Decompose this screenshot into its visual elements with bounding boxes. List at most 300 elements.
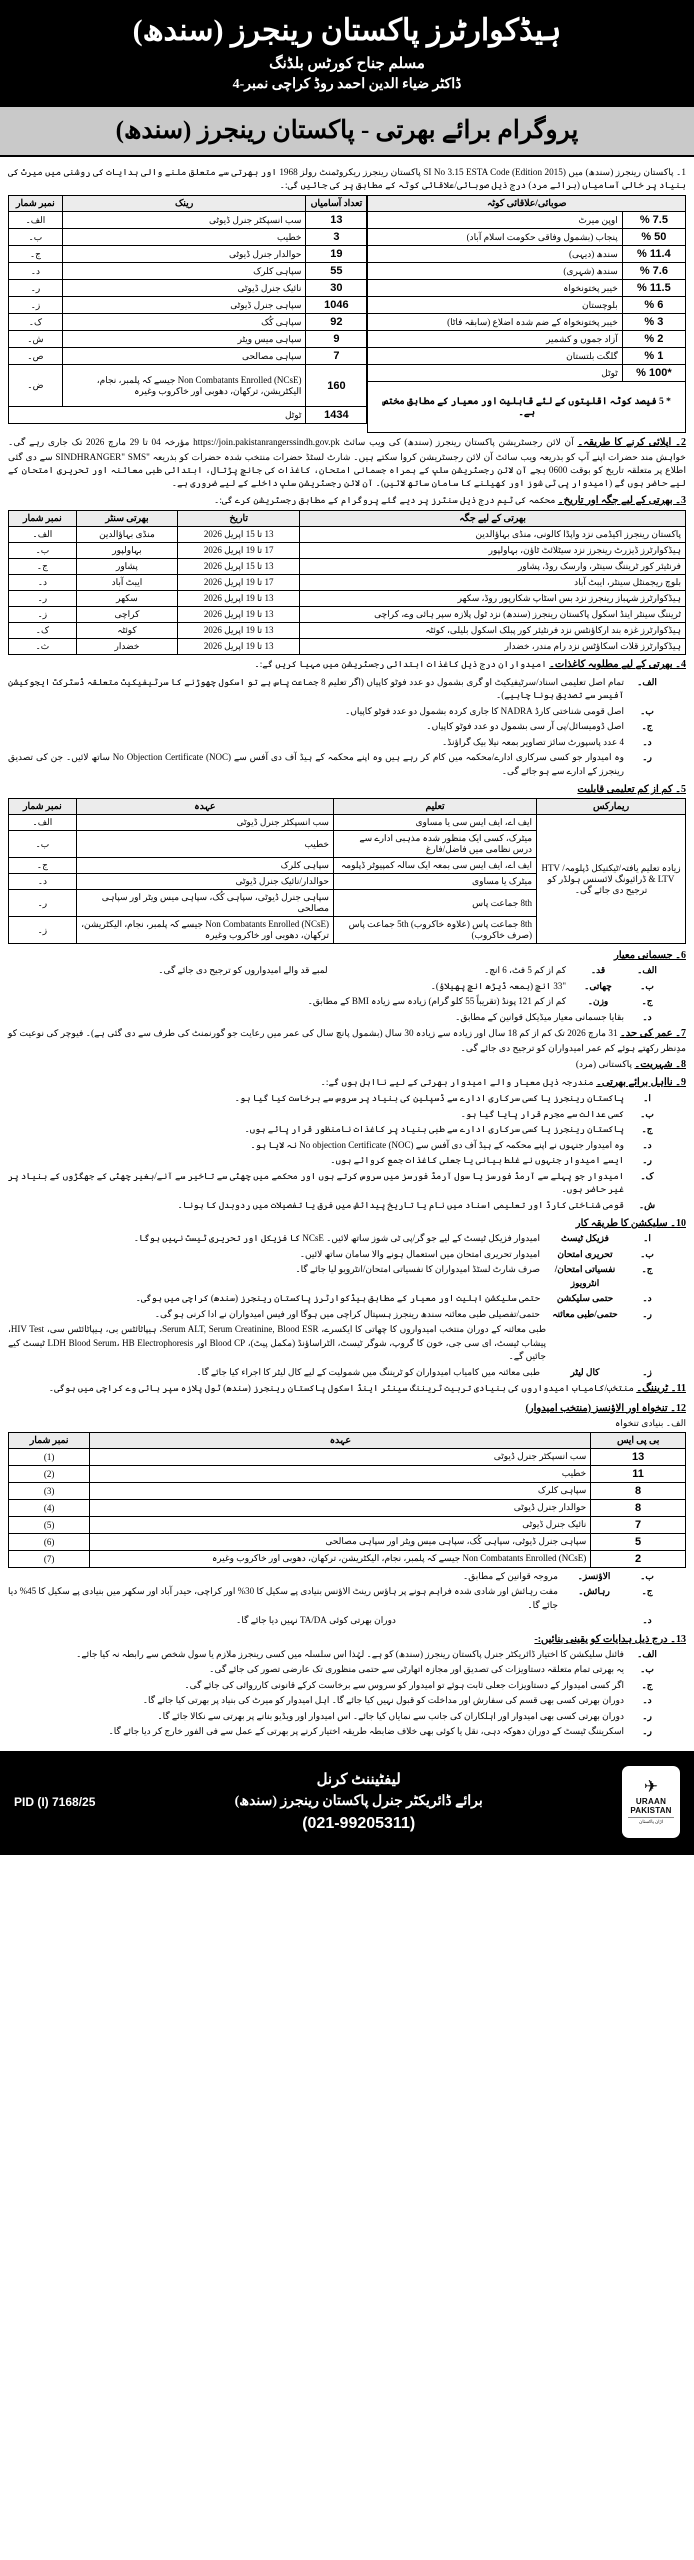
list-item bbox=[8, 1170, 664, 1197]
section-8-heading: 8۔ شہریت۔ bbox=[634, 1059, 686, 1071]
item-label: رہائش۔ bbox=[578, 1586, 610, 1597]
vacancy-serial: ز۔ bbox=[9, 297, 63, 314]
table-row bbox=[9, 331, 367, 348]
medical-tests-text: طبی معائنہ کے دوران منتخب امیدواروں کا چھاتی کا ایکسرے، Serum ALT, Serum Creatinine, Blood ESR، ہیپاٹائٹس بی، ہیپاٹائٹس سی، HIV Test، پیشاب ٹیسٹ، ای سی جی، خون کا گروپ، شوگر ٹیسٹ، الٹراساؤنڈ (مکمل پیٹ)، Blood CP اور LDH Blood Serum، HB Electrophoresis ٹیسٹ کیے جائیں گے۔ bbox=[8, 1324, 546, 1362]
section-9-list bbox=[8, 1092, 686, 1212]
schedule-center: ایبٹ آباد bbox=[76, 575, 178, 591]
table-row bbox=[9, 591, 686, 607]
vacancy-serial: ب۔ bbox=[9, 229, 63, 246]
item-mark: ج۔ bbox=[641, 1124, 653, 1135]
quota-total-row bbox=[368, 365, 686, 382]
section-3-text: محکمہ کی ٹیم درج ذیل سنٹرز پر دیے گئے پروگرام کے مطابق رجسٹریشن کرے گی:۔ bbox=[213, 494, 556, 505]
table-row bbox=[9, 246, 367, 263]
table-row bbox=[9, 559, 686, 575]
list-item bbox=[8, 705, 664, 719]
vacancy-rank: سب انسپکٹر جنرل ڈیوٹی bbox=[62, 212, 306, 229]
item-mark: ب۔ bbox=[640, 1248, 654, 1259]
section-12-sub-a: الف۔ بنیادی تنخواہ bbox=[615, 1417, 686, 1428]
schedule-center: کوئٹہ bbox=[76, 623, 178, 639]
item-mark: ر۔ bbox=[642, 1155, 652, 1166]
schedule-venue: ہیڈکوارٹرز قلات اسکاؤٹس نزد رام مندر، خضدار bbox=[300, 639, 686, 655]
vacancy-serial: ص۔ bbox=[9, 348, 63, 365]
item-mark: د۔ bbox=[642, 736, 652, 747]
table-row bbox=[368, 229, 686, 246]
education-post: سپاہی جنرل ڈیوٹی، سپاہی کُک، سپاہی میس ویٹر اور سپاہی مصالحی bbox=[76, 890, 333, 917]
schedule-date: 13 تا 15 اپریل 2026 bbox=[178, 527, 300, 543]
table-row bbox=[9, 365, 367, 407]
pay-bps: 7 bbox=[591, 1516, 686, 1533]
item-text: ایسے امیدوار جنہوں نے غلط بیانی یا جعلی کاغذات جمع کروائے ہوں۔ bbox=[330, 1155, 624, 1166]
section-6-heading: 6۔ جسمانی معیار bbox=[614, 950, 686, 962]
education-value: میٹرک، کسی ایک منظور شدہ مذہبی ادارے سے درس نظامی میں فاضل/فارغ bbox=[333, 831, 536, 858]
vacancy-rank: سپاہی میس ویٹر bbox=[62, 331, 306, 348]
pay-serial: (2) bbox=[9, 1465, 90, 1482]
logo-line-2: PAKISTAN bbox=[630, 1806, 672, 1816]
vacancy-rank: خطیب bbox=[62, 229, 306, 246]
schedule-venue: ہیڈکوارٹرز غزہ بند ارکاؤنٹس نزد فرنٹیئر کور پبلک اسکول بلیلی، کوئٹہ bbox=[300, 623, 686, 639]
table-row bbox=[9, 212, 367, 229]
item-mark: ر۔ bbox=[642, 1710, 652, 1721]
item-mark: ا۔ bbox=[643, 1093, 651, 1104]
item-label: نفسیاتی امتحان/انٹرویوز bbox=[554, 1264, 616, 1288]
vacancy-count: 160 bbox=[306, 365, 367, 407]
pay-bps: 8 bbox=[591, 1482, 686, 1499]
list-item bbox=[8, 1108, 664, 1122]
section-12-heading: 12۔ تنخواہ اور الاؤنسز (منتخب امیدوار) bbox=[525, 1402, 686, 1414]
list-item bbox=[8, 1694, 664, 1708]
pay-bps: 5 bbox=[591, 1533, 686, 1550]
schedule-serial: ز۔ bbox=[9, 607, 77, 623]
list-item bbox=[8, 1011, 664, 1025]
quota-pct: 11.5 % bbox=[622, 280, 685, 297]
education-serial: ب۔ bbox=[9, 831, 77, 858]
col-center: بھرتی سنٹر bbox=[76, 511, 178, 527]
quota-pct: 50 % bbox=[622, 229, 685, 246]
schedule-serial: ر۔ bbox=[9, 591, 77, 607]
section-8-text: پاکستانی (مرد) bbox=[575, 1059, 633, 1070]
pay-serial: (5) bbox=[9, 1516, 90, 1533]
intro-paragraph: 1۔ پاکستان رینجرز (سندھ) میں SI No 3.15 ESTA Code (Edition 2015) پاکستان رینجرز ریکروٹمنٹ رولز 1968 اور بھرتی سے متعلق ملنے والی ہدایات کی روشنی میں میرٹ کی بنیاد پر خالی آسامیاں (برائے مرد) درج ذیل صوبائی/علاقائی کوٹہ کے مطابق پر کی جائیں گی:۔ bbox=[8, 166, 686, 190]
list-item bbox=[8, 1725, 664, 1739]
col-education: تعلیم bbox=[333, 799, 536, 815]
item-mark: ج۔ bbox=[641, 1264, 653, 1275]
item-value: "33 انچ (بمعہ ڈیڑھ انچ پھیلاؤ)۔ bbox=[430, 980, 566, 991]
signature-block bbox=[95, 1770, 622, 1833]
quota-region: خیبر پختونخواہ کے ضم شدہ اضلاع (سابقہ فاٹا) bbox=[368, 314, 622, 331]
education-serial: ر۔ bbox=[9, 890, 77, 917]
item-text: قومی شناختی کارڈ اور تعلیمی اسناد میں نام یا تاریخ پیدائش میں فرق یا تفصیلات میں ردوبدل کا ہونا۔ bbox=[177, 1199, 624, 1210]
list-item bbox=[8, 1614, 664, 1628]
education-post: حوالدار/نائیک جنرل ڈیوٹی bbox=[76, 874, 333, 890]
quota-region: گلگت بلتستان bbox=[368, 348, 622, 365]
pay-post: حوالدار جنرل ڈیوٹی bbox=[90, 1499, 591, 1516]
item-mark: ب۔ bbox=[640, 705, 654, 716]
section-2-text: آن لائن رجسٹریشن پاکستان رینجرز (سندھ) کی ویب سائٹ https://join.pakistanrangerssindh.gov.pk مؤرخہ 04 تا 29 مارچ 2026 تک جاری رہے گی۔ خواہش مند حضرات اپنے آپ کو بذریعہ ویب سائٹ آن لائن رجسٹریشن کروا سکتے ہیں۔ شارٹ لسٹڈ حضرات منتخب شدہ حضرات کو بذریعہ "SINDHRANGER" SMS سے دی گئی اطلاع پر متعلقہ تاریخ کو بوقت 0600 بجے آن لائن رجسٹریشن سلپ کے ہمراہ جسمانی امتحان، کاغذات کی جانچ پڑتال، ابتدائی طبی معائنہ اور تحریری امتحان کے لیے حاضر ہوں گے (امیدوار پی ٹی شوز اور کھیلنے کا سامان ساتھ لائیں)۔ آن لائن رجسٹریشن سلپ داخلے کے لیے ضروری ہے۔ bbox=[8, 437, 686, 489]
col-venue: بھرتی کے لیے جگہ bbox=[300, 511, 686, 527]
schedule-serial: د۔ bbox=[9, 575, 77, 591]
recruitment-schedule-table bbox=[8, 510, 686, 655]
vacancy-count: 55 bbox=[306, 263, 367, 280]
schedule-date: 17 تا 19 اپریل 2026 bbox=[178, 575, 300, 591]
table-row bbox=[9, 1550, 686, 1567]
building-name: مسلم جناح کورٹس بلڈنگ bbox=[269, 55, 425, 72]
section-10-heading: 10۔ سلیکشن کا طریقہ کار bbox=[575, 1218, 686, 1230]
pay-post: خطیب bbox=[90, 1465, 591, 1482]
pay-serial: (3) bbox=[9, 1482, 90, 1499]
education-value: ایف اے، ایف ایس سی یا مساوی bbox=[333, 815, 536, 831]
item-text: امیدوار جو پہلے سے آرمڈ فورسز یا سول آرمڈ فورسز میں سروس کرتے ہوں اور محکمے میں چھٹی سے تاخیر سے آنے/بغیر چھٹی کے جھگڑوں کے بنیاد پر غیر حاضر ہوں۔ bbox=[8, 1170, 624, 1195]
section-7-heading: 7۔ عمر کی حد۔ bbox=[619, 1028, 687, 1040]
footer bbox=[0, 1751, 694, 1855]
quota-region: بلوچستان bbox=[368, 297, 622, 314]
item-text: پاکستان رینجرز یا کسی سرکاری ادارے سے طبی بنیاد پر کاغذات نامنظور قرار پائے ہوں۔ bbox=[244, 1124, 624, 1135]
schedule-center: سکھر bbox=[76, 591, 178, 607]
table-row bbox=[9, 543, 686, 559]
schedule-venue: ہیڈکوارٹرز شہباز رینجرز نزد بس اسٹاپ شکارپور روڈ، سکھر bbox=[300, 591, 686, 607]
vacancy-total-label: ٹوٹل bbox=[9, 407, 306, 424]
vacancy-serial: د۔ bbox=[9, 263, 63, 280]
item-extra: لمبے قد والے امیدواروں کو ترجیح دی جائے گی۔ bbox=[158, 965, 328, 976]
pay-serial: (7) bbox=[9, 1550, 90, 1567]
section-3-heading: 3۔ بھرتی کے لیے جگہ اور تاریخ۔ bbox=[557, 494, 686, 506]
item-text: تمام اصل تعلیمی اسناد/سرٹیفیکیٹ او گری بشمول دو عدد فوٹو کاپیاں (اگر تعلیم 8 جماعت پاس ہے تو اسکول چھوڑنے کا سرٹیفیکیٹ متعلقہ ڈسٹرکٹ ایجوکیشن آفیسر سے تصدیق ہونا چاہیے)۔ bbox=[8, 676, 625, 701]
pay-post: سپاہی جنرل ڈیوٹی، سپاہی کُک، سپاہی میس ویٹر اور سپاہی مصالحی bbox=[90, 1533, 591, 1550]
pay-bps: 8 bbox=[591, 1499, 686, 1516]
schedule-date: 13 تا 15 اپریل 2026 bbox=[178, 559, 300, 575]
education-serial: ج۔ bbox=[9, 858, 77, 874]
signatory-rank: لیفٹیننٹ کرنل bbox=[316, 1772, 401, 1789]
schedule-date: 13 تا 19 اپریل 2026 bbox=[178, 607, 300, 623]
item-value: کم از کم 121 پونڈ (تقریباً 55 کلو گرام) زیادہ سے زیادہ BMI کے مطابق۔ bbox=[307, 996, 566, 1007]
vacancy-count: 19 bbox=[306, 246, 367, 263]
item-text: اصل ڈومیسائل/پی آر سی بشمول دو عدد فوٹو کاپیاں۔ bbox=[426, 721, 624, 732]
schedule-venue: فرنٹیئر کور ٹریننگ سینٹر، وارسک روڈ، پشاور bbox=[300, 559, 686, 575]
pay-bps: 2 bbox=[591, 1550, 686, 1567]
schedule-serial: ک۔ bbox=[9, 623, 77, 639]
table-row bbox=[9, 639, 686, 655]
table-row bbox=[368, 314, 686, 331]
item-mark: د۔ bbox=[642, 1615, 652, 1626]
education-remarks: زیادہ تعلیم یافتہ/ٹیکنیکل ڈپلومہ/ HTV & LTV ڈرائیونگ لائسنس ہولڈر کو ترجیح دی جائے گی۔ bbox=[537, 815, 686, 944]
section-2-heading: 2۔ اپلائی کرنے کا طریقہ۔ bbox=[577, 437, 687, 449]
table-row bbox=[9, 1533, 686, 1550]
table-row bbox=[368, 263, 686, 280]
item-text: حتمی سلیکشن اہلیت اور معیار کے مطابق ہیڈکوارٹرز پاکستان رینجرز (سندھ) کراچی میں ہوگی۔ bbox=[135, 1293, 540, 1304]
table-row bbox=[368, 297, 686, 314]
table-row bbox=[9, 348, 367, 365]
quota-pct: 11.4 % bbox=[622, 246, 685, 263]
item-mark: ب۔ bbox=[640, 1570, 654, 1581]
signatory-designation: برائے ڈائریکٹر جنرل پاکستان رینجرز (سندھ) bbox=[234, 1794, 483, 1810]
education-post: سب انسپکٹر جنرل ڈیوٹی bbox=[76, 815, 333, 831]
item-mark: الف۔ bbox=[637, 1648, 657, 1659]
table-row bbox=[9, 280, 367, 297]
item-text: امیدوار تحریری امتحان میں استعمال ہونے والا سامان ساتھ لائیں۔ bbox=[299, 1248, 540, 1259]
quota-region: پنجاب (بشمول وفاقی حکومت اسلام آباد) bbox=[368, 229, 622, 246]
list-item bbox=[8, 736, 664, 750]
uraan-pakistan-logo bbox=[622, 1766, 680, 1838]
item-text: کسی عدالت سے مجرم قرار پایا گیا ہو۔ bbox=[460, 1108, 624, 1119]
item-text: پاکستان رینجرز یا کسی سرکاری ادارے سے ڈسپلین کی بنیاد پر سروس سے برخاست کیا گیا ہو۔ bbox=[234, 1093, 624, 1104]
vacancy-rank: Non Combatants Enrolled (NCsE) جیسے کہ پلمبر، نجام، الیکٹریشن، ترکھان، دھوبی اور خاکروب وغیرہ bbox=[62, 365, 306, 407]
item-text: دوران بھرتی کسی بھی قسم کی سفارش اور مداخلت کو قبول نہیں کیا جائے گا۔ اہل امیدوار کو میرٹ کی بنیاد پر بھرتی کیا جائے گا۔ bbox=[142, 1695, 624, 1706]
item-label: الاؤنسز۔ bbox=[577, 1570, 611, 1581]
item-text: امیدوار فزیکل ٹیسٹ کے لیے جو گر/پی ٹی شوز ساتھ لائیں۔ NCsE کا فزیکل اور تحریری ٹیسٹ نہیں ہوگا۔ bbox=[133, 1233, 540, 1244]
program-banner bbox=[0, 105, 694, 157]
quota-pct: 7.6 % bbox=[622, 263, 685, 280]
table-row bbox=[9, 607, 686, 623]
vacancy-table bbox=[8, 195, 367, 424]
section-5-heading-wrap bbox=[8, 784, 686, 795]
item-label: وزن۔ bbox=[587, 996, 609, 1007]
list-item bbox=[8, 676, 664, 703]
item-mark: ر۔ bbox=[642, 1726, 652, 1737]
vacancy-serial: الف۔ bbox=[9, 212, 63, 229]
section-10-heading-wrap bbox=[8, 1218, 686, 1229]
table-row bbox=[9, 314, 367, 331]
schedule-center: منڈی بہاؤالدین bbox=[76, 527, 178, 543]
item-value: بقایا جسمانی معیار میڈیکل قوانین کے مطابق۔ bbox=[455, 1011, 624, 1022]
vacancy-serial: ش۔ bbox=[9, 331, 63, 348]
quota-region: سندھ (دیہی) bbox=[368, 246, 622, 263]
item-mark: ر۔ bbox=[642, 1308, 652, 1319]
item-label: کال لیٹر bbox=[570, 1366, 600, 1377]
list-item bbox=[8, 1263, 664, 1290]
list-item bbox=[8, 1139, 664, 1153]
schedule-serial: ث۔ bbox=[9, 639, 77, 655]
list-item bbox=[8, 751, 664, 778]
item-mark: د۔ bbox=[642, 1293, 652, 1304]
col-post: عہدہ bbox=[90, 1432, 591, 1448]
education-post: Non Combatants Enrolled (NCsE) جیسے کہ پلمبر، نجام، الیکٹریشن، ترکھان، دھوبی اور خاکروب وغیرہ bbox=[76, 917, 333, 944]
table-row bbox=[368, 212, 686, 229]
pay-scale-table bbox=[8, 1432, 686, 1568]
item-text: اسکریننگ ٹیسٹ کے دوران دھوکہ دہی، نقل یا کوئی بھی خلاف ضابطہ طریقہ اختیار کرنے پر بھرتی کے عمل سے فی الفور خارج کر دیا جائے گا۔ bbox=[108, 1726, 624, 1737]
list-item bbox=[8, 720, 664, 734]
vacancy-rank: سپاہی مصالحی bbox=[62, 348, 306, 365]
section-4-list bbox=[8, 676, 686, 779]
schedule-center: بہاولپور bbox=[76, 543, 178, 559]
section-9-heading: 9۔ نااہل برائے بھرتی۔ bbox=[595, 1076, 686, 1088]
pay-post: سپاہی کلرک bbox=[90, 1482, 591, 1499]
section-4-intro: امیدواران درج ذیل کاغذات ابتدائی رجسٹریشن میں مہیا کریں گے:۔ bbox=[254, 659, 547, 670]
item-mark: ج۔ bbox=[641, 1586, 653, 1597]
section-6-list bbox=[8, 964, 686, 1024]
pay-post: نائیک جنرل ڈیوٹی bbox=[90, 1516, 591, 1533]
table-row bbox=[368, 280, 686, 297]
table-row bbox=[9, 1516, 686, 1533]
schedule-center: خضدار bbox=[76, 639, 178, 655]
schedule-venue: پاکستان رینجرز اکیڈمی نزد واپڈا کالونی، منڈی بہاؤالدین bbox=[300, 527, 686, 543]
item-mark: ب۔ bbox=[640, 1664, 654, 1675]
item-mark: ز۔ bbox=[642, 1366, 652, 1377]
section-7-text: 31 مارچ 2026 تک کم از کم 18 سال اور زیادہ سے زیادہ 30 سال (بشمول پانچ سال کی عمر میں رعایت جو گورنمنٹ کی طرف سے دی گئی ہے)۔ فیوچر کی نوعیت کو مدِنظر رکھتے ہوئے کم عمر امیدواران کو ترجیح دی جائے گی۔ bbox=[8, 1028, 686, 1053]
quota-header: صوبائی/علاقائی کوٹہ bbox=[368, 196, 686, 212]
schedule-date: 13 تا 19 اپریل 2026 bbox=[178, 591, 300, 607]
vacancy-rank: نائیک جنرل ڈیوٹی bbox=[62, 280, 306, 297]
item-label: حتمی سلیکشن bbox=[556, 1293, 614, 1304]
schedule-venue: ہیڈکوارٹرز ڈیزرٹ رینجرز نزد سیٹلائٹ ٹاؤن، بہاولپور bbox=[300, 543, 686, 559]
logo-line-3: اڑان پاکستان bbox=[628, 1817, 674, 1825]
allowances-list bbox=[8, 1570, 686, 1628]
pay-serial: (4) bbox=[9, 1499, 90, 1516]
vacancy-serial: ر۔ bbox=[9, 280, 63, 297]
schedule-venue: بلوچ ریجمنٹل سینٹر، ایبٹ آباد bbox=[300, 575, 686, 591]
section-13-heading-wrap bbox=[8, 1634, 686, 1645]
col-count: تعداد آسامیاں bbox=[306, 196, 367, 212]
program-title: پروگرام برائے بھرتی - پاکستان رینجرز (سندھ) bbox=[115, 116, 579, 144]
pay-serial: (6) bbox=[9, 1533, 90, 1550]
item-mark: ا۔ bbox=[643, 1233, 651, 1244]
list-item bbox=[8, 1570, 664, 1584]
schedule-venue: ٹریننگ سینٹر اینڈ اسکول پاکستان رینجرز (سندھ) نزد ٹول پلازہ سپر ہائی وے، کراچی bbox=[300, 607, 686, 623]
list-item bbox=[8, 964, 664, 978]
col-date: تاریخ bbox=[178, 511, 300, 527]
item-label: تحریری امتحان bbox=[557, 1248, 613, 1259]
section-7 bbox=[8, 1027, 686, 1055]
item-mark: ش۔ bbox=[638, 1199, 656, 1210]
quota-pct: 1 % bbox=[622, 348, 685, 365]
vacancy-count: 9 bbox=[306, 331, 367, 348]
item-text: طبی معائنہ میں کامیاب امیدواران کو ٹریننگ میں شمولیت کے لیے کال لیٹر کا اجراء کیا جائے گا۔ bbox=[196, 1366, 540, 1377]
pay-serial: (1) bbox=[9, 1448, 90, 1465]
section-13-list bbox=[8, 1648, 686, 1739]
item-mark: ب۔ bbox=[640, 980, 654, 991]
quota-footnote: * 5 فیصد کوٹہ اقلیتوں کے لئے قابلیت اور معیار کے مطابق مختص ہے۔ bbox=[368, 382, 686, 433]
item-mark: الف۔ bbox=[637, 965, 657, 976]
col-post: عہدہ bbox=[76, 799, 333, 815]
address-line: ڈاکٹر ضیاء الدین احمد روڈ کراچی نمبر-4 bbox=[232, 76, 462, 92]
col-remarks: ریمارکس bbox=[537, 799, 686, 815]
table-row bbox=[9, 263, 367, 280]
section-9 bbox=[8, 1076, 686, 1091]
vacancy-count: 1046 bbox=[306, 297, 367, 314]
list-item bbox=[8, 980, 664, 994]
schedule-date: 13 تا 19 اپریل 2026 bbox=[178, 623, 300, 639]
table-row bbox=[368, 246, 686, 263]
education-value: ایف اے، ایف ایس سی بمعہ ایک سالہ کمپیوٹر ڈپلومہ bbox=[333, 858, 536, 874]
quota-region: خیبر پختونخواہ bbox=[368, 280, 622, 297]
col-bps: بی پی ایس bbox=[591, 1432, 686, 1448]
quota-region: سندھ (شہری) bbox=[368, 263, 622, 280]
list-item bbox=[8, 995, 664, 1009]
item-label: حتمی/طبی معائنہ bbox=[552, 1308, 618, 1319]
list-item bbox=[8, 1232, 664, 1246]
section-11-text: منتخب/کامیاب امیدواروں کی بنیادی تربیت ٹریننگ سینٹر اینڈ اسکول پاکستان رینجرز (سندھ) ٹول پلازہ سپر ہائی وے کراچی میں ہوگی۔ bbox=[48, 1383, 634, 1394]
item-text: 4 عدد پاسپورٹ سائز تصاویر بمعہ نیلا بیک گراؤنڈ۔ bbox=[442, 736, 624, 747]
schedule-center: پشاور bbox=[76, 559, 178, 575]
vacancy-count: 92 bbox=[306, 314, 367, 331]
pid-number: PID (I) 7168/25 bbox=[14, 1794, 96, 1809]
schedule-center: کراچی bbox=[76, 607, 178, 623]
col-serial: نمبر شمار bbox=[9, 511, 77, 527]
education-post: خطیب bbox=[76, 831, 333, 858]
item-label: فزیکل ٹیسٹ bbox=[561, 1233, 609, 1244]
table-row bbox=[9, 297, 367, 314]
quota-table bbox=[367, 195, 686, 433]
item-mark: ج۔ bbox=[641, 1679, 653, 1690]
education-serial: الف۔ bbox=[9, 815, 77, 831]
col-serial: نمبر شمار bbox=[9, 196, 63, 212]
table-row bbox=[9, 229, 367, 246]
section-6-heading-wrap bbox=[8, 950, 686, 961]
education-table bbox=[8, 798, 686, 944]
section-12-heading-wrap bbox=[8, 1403, 686, 1414]
table-row bbox=[9, 815, 686, 831]
list-item bbox=[8, 1366, 664, 1380]
item-text: اصل قومی شناختی کارڈ NADRA کا جاری کردہ بشمول دو عدد فوٹو کاپیاں۔ bbox=[344, 705, 624, 716]
item-mark: د۔ bbox=[642, 1695, 652, 1706]
section-10-list bbox=[8, 1232, 686, 1379]
table-row bbox=[9, 1482, 686, 1499]
list-item bbox=[8, 1710, 664, 1724]
pay-bps: 11 bbox=[591, 1465, 686, 1482]
quota-region: اوپن میرٹ bbox=[368, 212, 622, 229]
quota-footnote-row bbox=[368, 382, 686, 433]
list-item bbox=[8, 1323, 664, 1364]
flight-icon: ✈ bbox=[643, 1777, 659, 1797]
item-text: مفت رہائش اور شادی شدہ فراہم ہونے پر ہاؤس رینٹ الاؤنس بنیادی پے سکیل کا 30% اور کراچی، حیدر آباد اور سکھر میں بنیادی پے سکیل کا 45% دیا جائے گا۔ bbox=[8, 1586, 558, 1610]
list-item bbox=[8, 1292, 664, 1306]
section-3 bbox=[8, 494, 686, 509]
education-value: 8th جماعت پاس (علاوہ خاکروب) 5th جماعت پاس (صرف خاکروب) bbox=[333, 917, 536, 944]
section-4 bbox=[8, 658, 686, 673]
list-item bbox=[8, 1199, 664, 1213]
table-row bbox=[9, 1465, 686, 1482]
education-value: 8th جماعت پاس bbox=[333, 890, 536, 917]
quota-pct: 2 % bbox=[622, 331, 685, 348]
section-11 bbox=[8, 1382, 686, 1397]
list-item bbox=[8, 1679, 664, 1693]
section-5-heading: 5۔ کم از کم تعلیمی قابلیت bbox=[577, 784, 686, 796]
education-post: سپاہی کلرک bbox=[76, 858, 333, 874]
list-item bbox=[8, 1585, 664, 1612]
item-text: اگر کسی امیدوار کے دستاویزات جعلی ثابت ہوئے تو امیدوار کو سروس سے برخاست کرکے قانونی کارروائی کی جائے گی۔ bbox=[184, 1679, 624, 1690]
vacancy-serial: ج۔ bbox=[9, 246, 63, 263]
quota-pct: 6 % bbox=[622, 297, 685, 314]
pay-bps: 13 bbox=[591, 1448, 686, 1465]
education-serial: د۔ bbox=[9, 874, 77, 890]
item-text: حتمی/تفصیلی طبی معائنہ سندھ رینجرز ہسپتال کراچی میں ہوگا اور فیس امیدواران نے ادا کرنی ہو گی۔ bbox=[154, 1308, 540, 1319]
section-4-heading: 4۔ بھرتی کے لیے مطلوبہ کاغذات۔ bbox=[549, 659, 686, 671]
table-row bbox=[368, 331, 686, 348]
pay-post: سب انسپکٹر جنرل ڈیوٹی bbox=[90, 1448, 591, 1465]
item-text: یہ بھرتی تمام متعلقہ دستاویزات کی تصدیق اور مجازہ اتھارٹی سے حتمی منظوری تک عارضی تصور کی جائے گی۔ bbox=[209, 1664, 624, 1675]
item-mark: الف۔ bbox=[637, 676, 657, 687]
vacancy-serial: ض۔ bbox=[9, 365, 63, 407]
organization-title: ہیڈکوارٹرز پاکستان رینجرز (سندھ) bbox=[132, 14, 562, 47]
col-serial: نمبر شمار bbox=[9, 799, 77, 815]
item-text: مروجہ قوانین کے مطابق۔ bbox=[462, 1570, 558, 1581]
item-text: صرف شارٹ لسٹڈ امیدواران کا نفسیاتی امتحان/انٹرویو لیا جائے گا۔ bbox=[295, 1264, 540, 1275]
table-row bbox=[9, 1499, 686, 1516]
schedule-date: 13 تا 19 اپریل 2026 bbox=[178, 639, 300, 655]
vacancy-rank: سپاہی کلرک bbox=[62, 263, 306, 280]
list-item bbox=[8, 1248, 664, 1262]
table-row bbox=[9, 575, 686, 591]
vacancy-quota-tables bbox=[8, 195, 686, 433]
col-rank: رینک bbox=[62, 196, 306, 212]
item-value: کم از کم 5 فٹ، 6 انچ۔ bbox=[483, 965, 566, 976]
schedule-date: 17 تا 19 اپریل 2026 bbox=[178, 543, 300, 559]
quota-region: آزاد جموں و کشمیر bbox=[368, 331, 622, 348]
logo-line-1: URAAN bbox=[635, 1797, 667, 1807]
schedule-serial: الف۔ bbox=[9, 527, 77, 543]
item-mark: د۔ bbox=[642, 1139, 652, 1150]
table-row bbox=[368, 348, 686, 365]
col-serial: نمبر شمار bbox=[9, 1432, 90, 1448]
education-serial: ز۔ bbox=[9, 917, 77, 944]
